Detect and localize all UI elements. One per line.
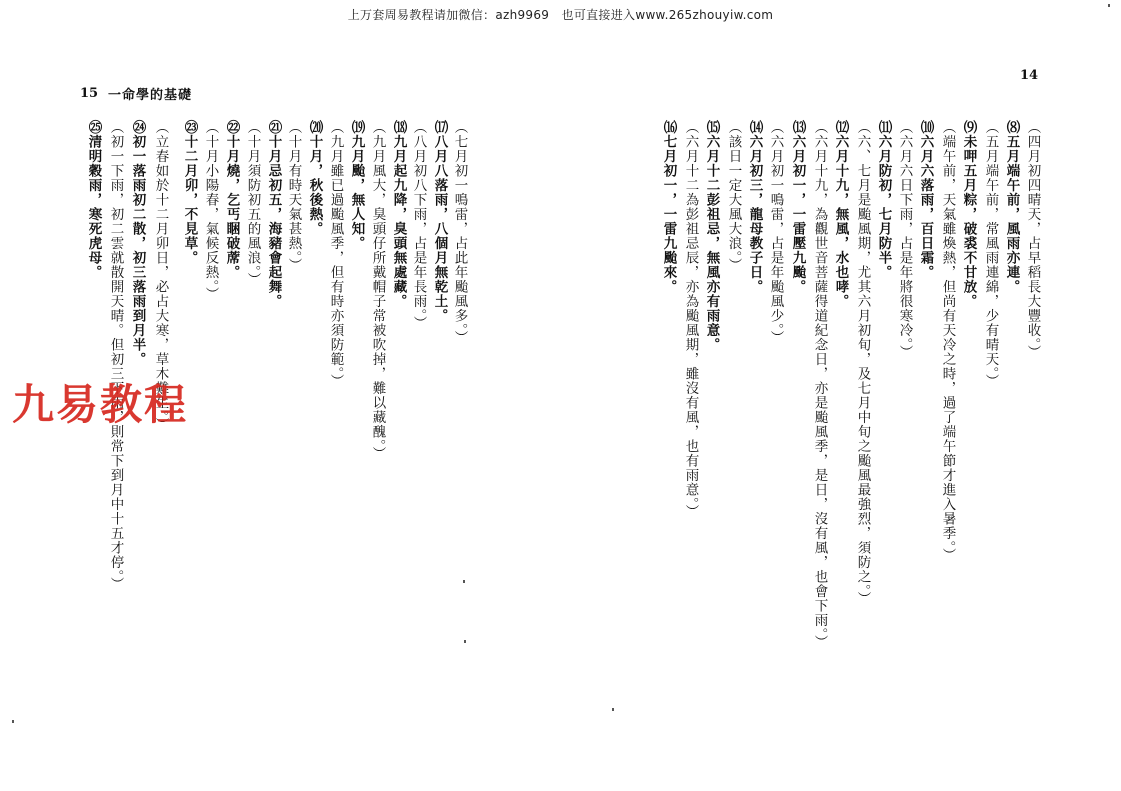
text-column: （四月初四晴天，占早稻長大豐收。） (1024, 120, 1041, 360)
scan-speck (463, 580, 465, 583)
text-column: ㉓十二月卯，不見草。 (181, 120, 198, 265)
text-column: （六月十九，為觀世音菩薩得道紀念日，亦是颱風季，是日，沒有風，也會下雨。） (811, 120, 828, 650)
text-column: （該日一定大風大浪。） (725, 120, 742, 273)
text-column: ⒆九月颱，無人知。 (348, 120, 365, 251)
text-column: ⒃七月初一，一雷九颱來。 (660, 120, 677, 294)
watermark-logo: 九易教程 (12, 380, 189, 429)
text-column: ⒄八月八落雨，八個月無乾土。 (431, 120, 448, 323)
text-column: （六月十二為彭祖忌辰，亦為颱風期，雖沒有風，也有雨意。） (682, 120, 699, 520)
text-column: （六月初一鳴雷，占是年颱風少。） (767, 120, 784, 346)
source-banner: 上万套周易教程请加微信：azh9969 也可直接进入www.265zhouyiw.com (347, 8, 774, 22)
text-column: （七月初一鳴雷，占此年颱風多。） (451, 120, 468, 346)
text-column: ㉕清明穀雨，寒死虎母。 (85, 120, 102, 280)
text-column: （八月初八下雨，占是年長雨。） (410, 120, 427, 331)
text-column: ㉑十月忌初五，海豬會起舞。 (265, 120, 282, 309)
text-column: （五月端午前，常風雨連綿，少有晴天。） (982, 120, 999, 389)
text-column: ⑻五月端午前，風雨亦連。 (1003, 120, 1020, 294)
text-column: ⒂六月十二彭祖忌，無風亦有雨意。 (703, 120, 720, 352)
text-column: ⑿六月十九，無風，水也哮。 (832, 120, 849, 309)
text-column: （十月須防初五的風浪。） (244, 120, 261, 288)
text-column: ㉔初一落雨初二散，初三落雨到月半。 (129, 120, 146, 367)
text-column: （初一下雨，初二雲就散開天晴。但初三下雨，則常下到月中十五才停。） (107, 120, 124, 592)
text-column: ⒀六月初一，一雷壓九颱。 (789, 120, 806, 294)
page-number-left: 15 (80, 86, 99, 101)
text-column: ⒁六月初三，龍母教子日。 (746, 120, 763, 294)
text-column: （九月風大，臭頭仔所戴帽子常被吹掉，難以藏醜。） (369, 120, 386, 462)
scan-speck (612, 708, 614, 711)
scan-speck (1108, 4, 1110, 7)
text-column: （十月有時天氣甚熱。） (285, 120, 302, 273)
text-column: （九月雖已過颱風季，但有時亦須防範。） (327, 120, 344, 389)
text-column: ⒅九月起九降，臭頭無處藏。 (390, 120, 407, 309)
running-head: 一命學的基礎 (108, 88, 193, 103)
text-column: ⒇十月，秋後熱。 (306, 120, 323, 236)
text-column: ⑽六月六落雨，百日霜。 (917, 120, 934, 280)
page-number-right: 14 (1020, 68, 1039, 83)
text-column: （六月六日下雨，占是年將很寒冷。） (896, 120, 913, 360)
text-column: （十月小陽春，氣候反熱。） (202, 120, 219, 302)
text-column: ㉒十月燒，乞丐睏破蓆。 (223, 120, 240, 280)
text-column: （立春如於十二月卯日，必占大寒，草木難生。） (152, 120, 169, 433)
text-column: （六、七月是颱風期，尤其六月初旬，及七月中旬之颱風最強烈，須防之。） (854, 120, 871, 607)
text-column: （端午前，天氣雖煥熱，但尚有天冷之時，過了端午節才進入暑季。） (939, 120, 956, 563)
scan-speck (12, 720, 14, 723)
scan-speck (464, 640, 466, 643)
text-column: ⑼未呷五月粽，破裘不甘放。 (960, 120, 977, 309)
text-column: ⑾六月防初，七月防半。 (875, 120, 892, 280)
